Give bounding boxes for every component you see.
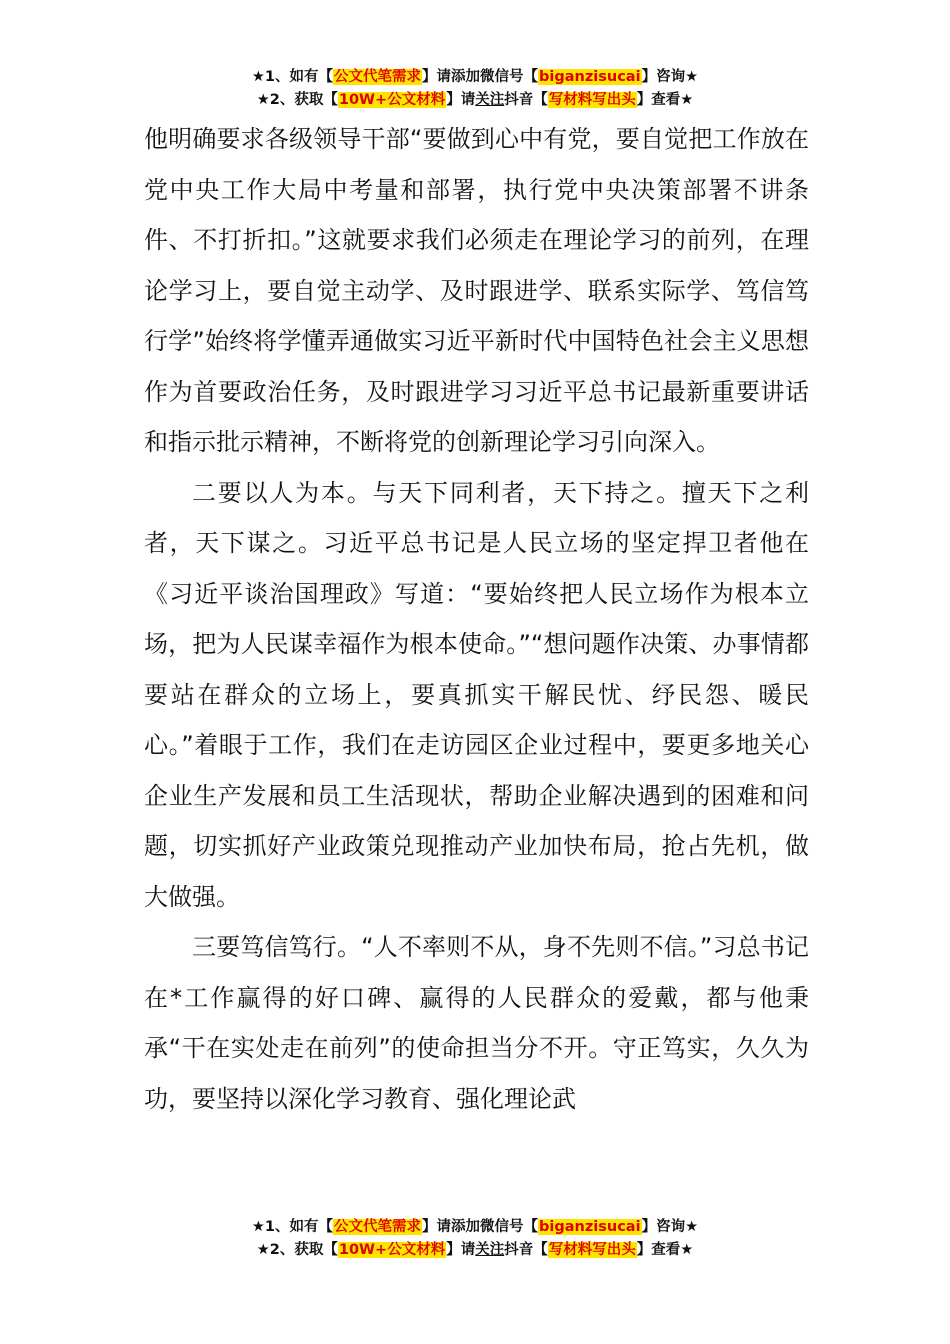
banner-highlight: 公文代笔需求 [334, 1219, 422, 1235]
banner-emphasis: 关注 [475, 92, 505, 108]
banner-text: 】请 [446, 1242, 476, 1258]
banner-line-2 [0, 89, 950, 112]
banner-text: 抖音【 [504, 1242, 548, 1258]
banner-highlight: 写材料写出头 [548, 1242, 636, 1258]
banner-text: 】咨询★ [641, 69, 699, 85]
banner-text: 】查看★ [636, 92, 694, 108]
banner-text: 】请添 [422, 69, 466, 85]
banner-text: ★1、如有【 [251, 1219, 334, 1235]
header-banner [0, 66, 950, 112]
banner-text: ★1、如有【 [251, 69, 334, 85]
banner-text: 微信号【 [480, 1219, 539, 1235]
banner-text: 抖音【 [504, 92, 548, 108]
banner-line-1 [0, 66, 950, 89]
paragraph-1: 他明确要求各级领导干部“要做到心中有党，要自觉把工作放在党中央工作大局中考量和部署，执行党中央决策部署不讲条件、不打折扣。”这就要求我们必须走在理论学习的前列，在理论学习上，要自觉主动学、及时跟进学、联系实际学、笃信笃行学”始终将学懂弄通做实习近平新时代中国特色社会主义思想作为首要政治任务，及时跟进学习习近平总书记最新重要讲话和指示批示精神，不断将党的创新理论学习引向深入。 [144, 125, 809, 456]
banner-text: 】咨询★ [641, 1219, 699, 1235]
banner-emphasis: 加 [465, 69, 481, 85]
paragraph-3: 三要笃信笃行。“人不率则不从，身不先则不信。”习总书记在*工作赢得的好口碑、赢得的人民群众的爱戴，都与他秉承“干在实处走在前列”的使命担当分不开。守正笃实，久久为功，要坚持以深化学习教育、强化理论武 [144, 933, 809, 1113]
banner-highlight: 10W+公文材料 [338, 1242, 446, 1258]
banner-emphasis: 关注 [475, 1242, 505, 1258]
banner-highlight: 10W+公文材料 [338, 92, 446, 108]
banner-text: 】查看★ [636, 1242, 694, 1258]
banner-text: ★2、获取【 [256, 92, 338, 108]
banner-text: 】请添 [422, 1219, 466, 1235]
banner-text: ★2、获取【 [256, 1242, 338, 1258]
banner-text: 】请 [446, 92, 476, 108]
banner-line-1 [0, 1216, 950, 1239]
banner-highlight: 写材料写出头 [548, 92, 636, 108]
banner-text: 微信号【 [480, 69, 539, 85]
document-body [144, 114, 809, 1124]
banner-highlight: biganzisucai [539, 1219, 641, 1235]
banner-highlight: biganzisucai [539, 69, 641, 85]
banner-highlight: 公文代笔需求 [334, 69, 422, 85]
footer-banner [0, 1216, 950, 1262]
banner-emphasis: 加 [465, 1219, 481, 1235]
banner-line-2 [0, 1239, 950, 1262]
paragraph-2: 二要以人为本。与天下同利者，天下持之。擅天下之利者，天下谋之。习近平总书记是人民立场的坚定捍卫者他在《习近平谈治国理政》写道：“要始终把人民立场作为根本立场，把为人民谋幸福作为根本使命。”“想问题作决策、办事情都要站在群众的立场上，要真抓实干解民忧、纾民怨、暖民心。”着眼于工作，我们在走访园区企业过程中，要更多地关心企业生产发展和员工生活现状，帮助企业解决遇到的困难和问题，切实抓好产业政策兑现推动产业加快布局，抢占先机，做大做强。 [144, 478, 809, 911]
